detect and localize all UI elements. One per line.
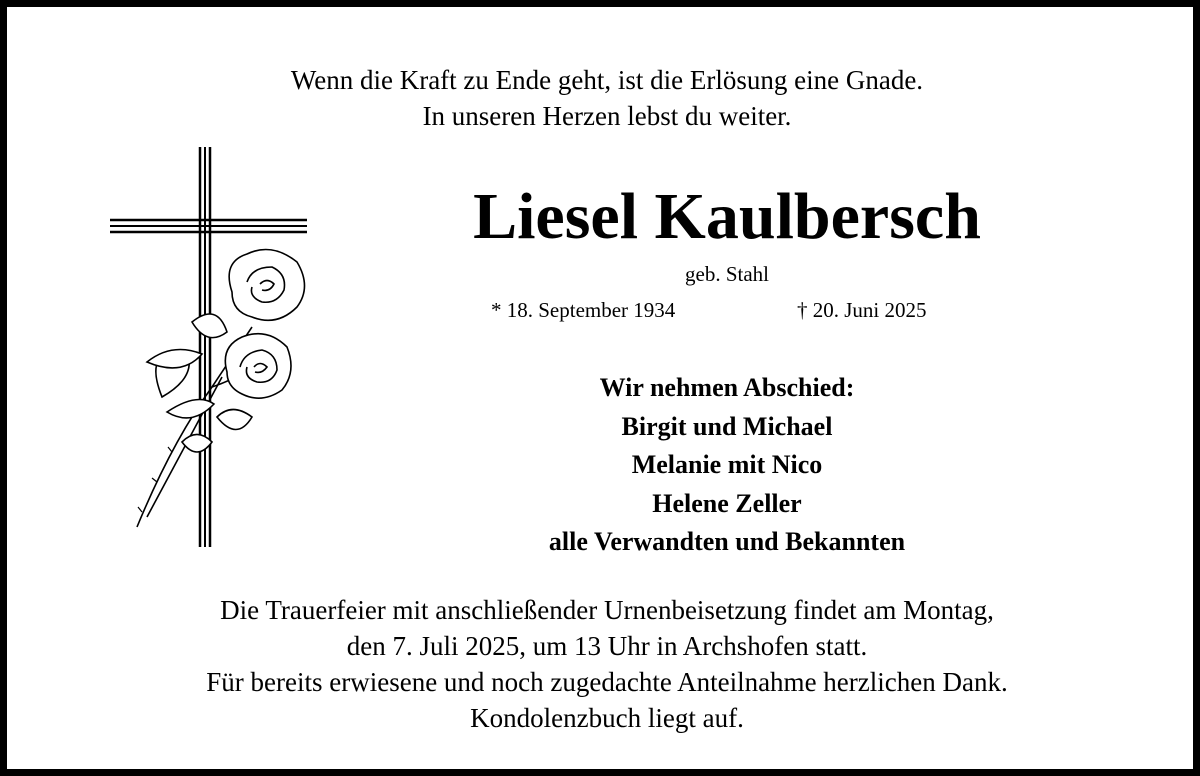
deceased-name: Liesel Kaulbersch xyxy=(473,180,981,253)
funeral-line-4: Kondolenzbuch liegt auf. xyxy=(470,703,744,733)
birth-date: * 18. September 1934 xyxy=(491,298,676,322)
mourners-heading: Wir nehmen Abschied: xyxy=(599,373,855,402)
funeral-line-1: Die Trauerfeier mit anschließender Urnenbeisetzung findet am Montag, xyxy=(220,595,994,625)
motto xyxy=(7,62,1200,134)
mourner-name: alle Verwandten und Bekannten xyxy=(548,527,906,556)
mourner-name: Melanie mit Nico xyxy=(631,450,823,479)
mourners-block xyxy=(477,369,977,562)
death-date: † 20. Juni 2025 xyxy=(797,298,927,322)
cross-with-roses-icon xyxy=(102,142,322,552)
motto-line-1: Wenn die Kraft zu Ende geht, ist die Erlösung eine Gnade. xyxy=(290,65,924,95)
motto-line-2: In unseren Herzen lebst du weiter. xyxy=(422,101,792,131)
funeral-line-2: den 7. Juli 2025, um 13 Uhr in Archshofen statt. xyxy=(346,631,868,661)
funeral-line-3: Für bereits erwiesene und noch zugedachte Anteilnahme herzlichen Dank. xyxy=(206,667,1008,697)
mourner-name: Helene Zeller xyxy=(652,488,802,518)
funeral-notice xyxy=(7,592,1200,736)
born-name: geb. Stahl xyxy=(685,262,769,286)
mourner-name: Birgit und Michael xyxy=(621,411,833,441)
